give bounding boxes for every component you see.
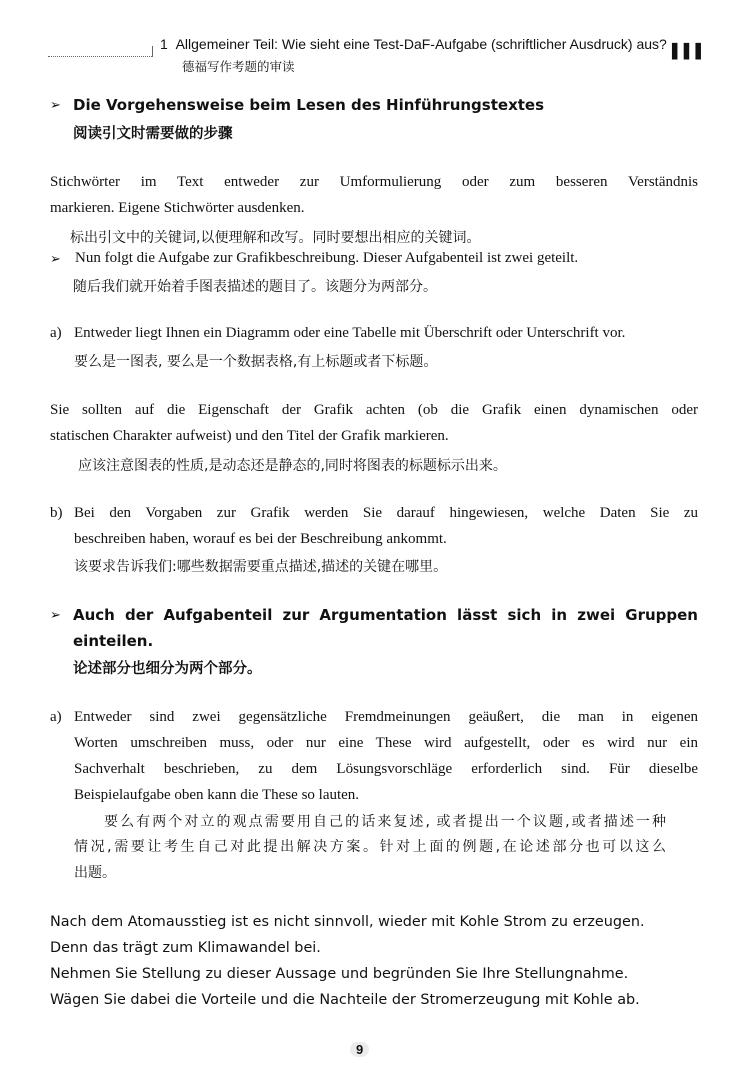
example-line2: Denn das trägt zum Klimawandel bei. bbox=[50, 940, 321, 956]
section1-heading-de: Die Vorgehensweise beim Lesen des Hinführungstextes bbox=[73, 96, 545, 114]
example-line3: Nehmen Sie Stellung zu dieser Aussage und begründen Sie Ihre Stellungnahme. bbox=[50, 966, 629, 982]
chapter-title-de: Allgemeiner Teil: Wie sieht eine Test-DaF-Aufgabe (schriftlicher Ausdruck) aus? bbox=[175, 36, 667, 52]
para-stichwoerter-line1: Stichwörter im Text entweder zur Umformulierung oder zum besseren Verständnis bbox=[50, 174, 698, 190]
header-dotted-rule bbox=[48, 56, 152, 57]
header-title-cn: 德福写作考题的审读 bbox=[182, 59, 295, 74]
item-a1-de: Entweder liegt Ihnen ein Diagramm oder eine Tabelle mit Überschrift oder Unterschrift vor. bbox=[74, 325, 626, 341]
example-line4: Wägen Sie dabei die Vorteile und die Nachteile der Stromerzeugung mit Kohle ab. bbox=[50, 992, 640, 1008]
item-a1-cn: 要么是一图表, 要么是一个数据表格,有上标题或者下标题。 bbox=[74, 354, 438, 370]
item-a2-de-line4: Beispielaufgabe oben kann die These so lauten. bbox=[74, 787, 360, 803]
item-a2-cn-line2: 情况,需要让考生自己对此提出解决方案。针对上面的例题,在论述部分也可以这么 bbox=[74, 839, 666, 855]
para-grafik-line1: Sie sollten auf die Eigenschaft der Grafik achten (ob die Grafik einen dynamischen oder bbox=[50, 402, 698, 418]
header-tick bbox=[152, 46, 153, 57]
arrow-bullet-icon: ➢ bbox=[50, 252, 61, 267]
item-b1-de-line2: beschreiben haben, worauf es bei der Beschreibung ankommt. bbox=[74, 531, 447, 547]
bullet-grafik-de: Nun folgt die Aufgabe zur Grafikbeschreibung. Dieser Aufgabenteil ist zwei geteilt. bbox=[75, 250, 579, 266]
item-b1-de-line1: Bei den Vorgaben zur Grafik werden Sie darauf hingewiesen, welche Daten Sie zu bbox=[74, 505, 698, 521]
item-a2-de-line2: Worten umschreiben muss, oder nur eine These wird aufgestellt, oder es wird nur ein bbox=[74, 735, 698, 751]
header-title-de bbox=[160, 36, 667, 52]
item-b1-label: b) bbox=[50, 505, 63, 521]
para-stichwoerter-cn: 标出引文中的关键词,以便理解和改写。同时要想出相应的关键词。 bbox=[70, 230, 481, 246]
header-marker-icon: ▌▌▌ bbox=[672, 44, 708, 60]
section2-heading-de-line1: Auch der Aufgabenteil zur Argumentation lässt sich in zwei Gruppen bbox=[73, 606, 698, 624]
para-stichwoerter-line2: markieren. Eigene Stichwörter ausdenken. bbox=[50, 200, 305, 216]
section1-heading-cn: 阅读引文时需要做的步骤 bbox=[73, 126, 233, 142]
item-a1-label: a) bbox=[50, 325, 62, 341]
item-b1-cn: 该要求告诉我们:哪些数据需要重点描述,描述的关键在哪里。 bbox=[74, 559, 448, 575]
item-a2-de-line3: Sachverhalt beschrieben, zu dem Lösungsvorschläge erforderlich sind. Für dieselbe bbox=[74, 761, 698, 777]
item-a2-cn-line3: 出题。 bbox=[74, 865, 116, 881]
section2-heading-de-line2: einteilen. bbox=[73, 632, 154, 650]
chapter-number: 1 bbox=[160, 36, 168, 52]
item-a2-label: a) bbox=[50, 709, 62, 725]
section2-heading-cn: 论述部分也细分为两个部分。 bbox=[73, 661, 262, 677]
page-number: 9 bbox=[350, 1042, 369, 1057]
bullet-grafik-cn: 随后我们就开始着手图表描述的题目了。该题分为两部分。 bbox=[73, 279, 437, 295]
example-line1: Nach dem Atomausstieg ist es nicht sinnvoll, wieder mit Kohle Strom zu erzeugen. bbox=[50, 914, 645, 930]
para-grafik-cn: 应该注意图表的性质,是动态还是静态的,同时将图表的标题标示出来。 bbox=[78, 458, 507, 474]
para-grafik-line2: statischen Charakter aufweist) und den Titel der Grafik markieren. bbox=[50, 428, 449, 444]
arrow-bullet-icon: ➢ bbox=[50, 98, 61, 113]
arrow-bullet-icon: ➢ bbox=[50, 608, 61, 623]
item-a2-cn-line1: 要么有两个对立的观点需要用自己的话来复述, 或者提出一个议题,或者描述一种 bbox=[104, 814, 666, 830]
item-a2-de-line1: Entweder sind zwei gegensätzliche Fremdmeinungen geäußert, die man in eigenen bbox=[74, 709, 698, 725]
